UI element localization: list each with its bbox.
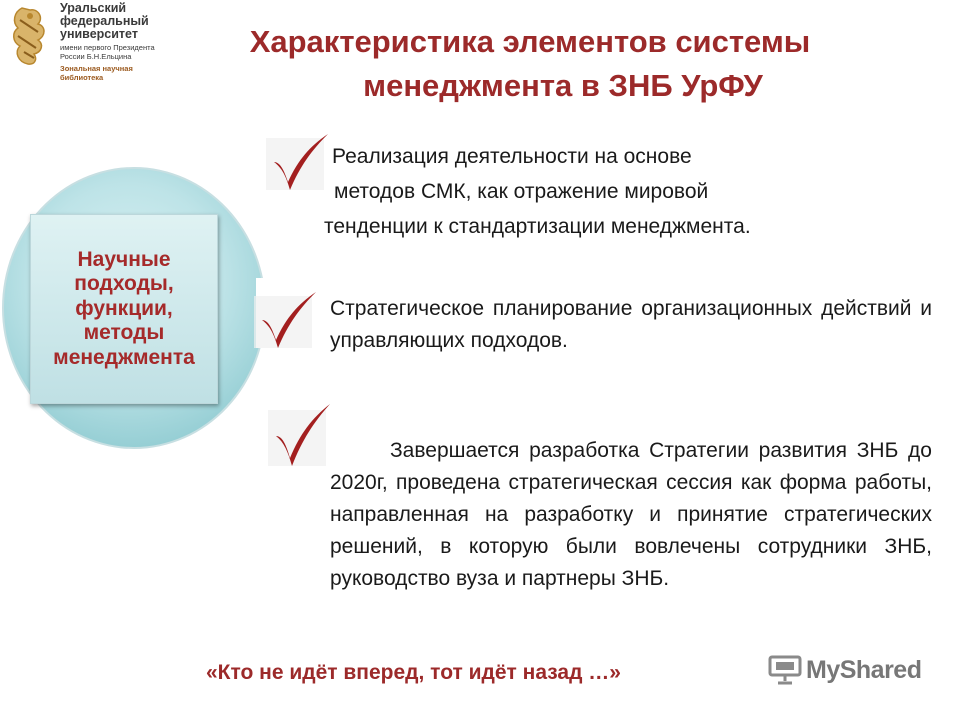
item-3-text: Завершается разработка Стратегии развития ЗНБ до 2020г, проведена стратегическая сессия как форма работы, направленная на разработку и принятие стратегических решений, в которую были вовлечены сотрудники ЗНБ, руководство вуза и партнеры ЗНБ. bbox=[330, 439, 932, 590]
closing-quote: «Кто не идёт вперед, тот идёт назад …» bbox=[206, 661, 621, 684]
concept-card bbox=[30, 214, 218, 404]
logo-sub-2: России Б.Н.Ельцина bbox=[60, 52, 132, 61]
logo-sub-1: имени первого Президента bbox=[60, 43, 155, 52]
card-line-4: методы bbox=[83, 321, 165, 345]
title-line-2: менеджмента в ЗНБ УрФУ bbox=[363, 68, 763, 103]
item-1-line-3: тенденции к стандартизации менеджмента. bbox=[324, 215, 751, 238]
university-logo bbox=[4, 2, 154, 88]
checkmark-icon bbox=[252, 290, 322, 354]
watermark-text: MyShared bbox=[806, 655, 922, 684]
item-1-line-1: Реализация деятельности на основе bbox=[332, 145, 692, 168]
checkmark-icon bbox=[266, 402, 336, 472]
item-2-text: Стратегическое планирование организационных действий и управляющих подходов. bbox=[330, 297, 932, 352]
logo-line-3: университет bbox=[60, 27, 138, 41]
watermark bbox=[768, 655, 921, 685]
card-line-1: Научные bbox=[77, 247, 171, 271]
logo-line-1: Уральский bbox=[60, 1, 127, 15]
slide-title bbox=[180, 20, 880, 108]
card-line-5: менеджмента bbox=[53, 345, 195, 369]
item-1-line-2: методов СМК, как отражение мировой bbox=[334, 180, 709, 203]
university-emblem-icon bbox=[4, 2, 60, 72]
logo-library-2: библиотека bbox=[60, 73, 104, 82]
card-line-3: функции, bbox=[75, 296, 173, 320]
presentation-icon bbox=[768, 655, 802, 685]
logo-library-1: Зональная научная bbox=[60, 64, 133, 73]
logo-line-2: федеральный bbox=[60, 14, 149, 28]
title-line-1: Характеристика элементов системы bbox=[249, 24, 811, 59]
card-line-2: подходы, bbox=[74, 272, 174, 296]
item-1-text bbox=[324, 139, 751, 244]
checkmark-icon bbox=[264, 132, 334, 196]
